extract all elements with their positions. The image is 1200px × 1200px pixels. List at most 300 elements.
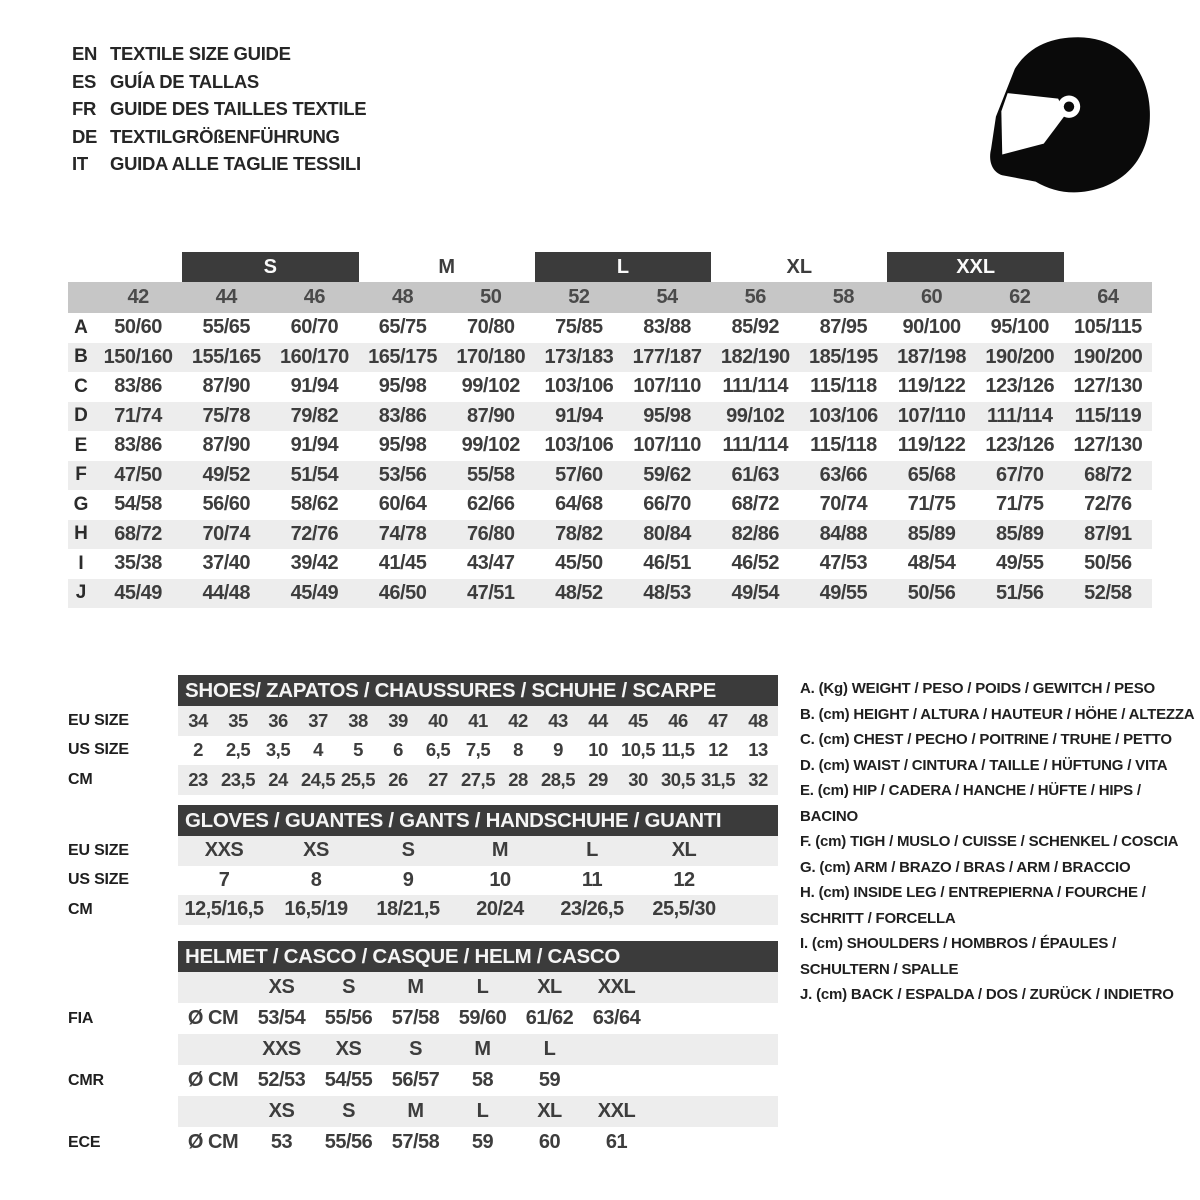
size-cell: 6 — [393, 739, 403, 761]
helmet-size-cell: 57/58 — [391, 1007, 440, 1029]
row-letter: I — [78, 552, 84, 574]
size-cell: 8 — [513, 739, 523, 761]
helmet-size-header: XXL — [597, 976, 636, 998]
measurement-cell: 87/90 — [202, 434, 251, 457]
measurement-cell: 170/180 — [456, 345, 526, 368]
language-row-de — [72, 123, 366, 151]
size-cell: 23 — [188, 768, 208, 790]
helmet-size-cell: 56/57 — [391, 1069, 440, 1091]
language-row-es — [72, 68, 366, 96]
size-cell: 44 — [588, 709, 608, 731]
size-cell: 26 — [388, 768, 408, 790]
legend-item-b: B. (cm) HEIGHT / ALTURA / HAUTEUR / HÖHE / ALTEZZA — [800, 705, 1195, 723]
measurement-cell: 99/102 — [461, 375, 520, 398]
row-letter: B — [74, 346, 88, 368]
helmet-size-header: L — [476, 976, 489, 998]
row-label — [68, 1096, 178, 1127]
row-values — [178, 1034, 778, 1065]
helmet-size-cell — [583, 1065, 650, 1096]
measurement-cell: 51/54 — [290, 463, 339, 486]
size-cell: 43 — [548, 709, 568, 731]
measurement-cell: 83/86 — [114, 434, 162, 457]
size-column-header: 48 — [391, 286, 414, 308]
helmet-values-row-cmr — [68, 1065, 778, 1096]
size-cell: 3,5 — [265, 739, 291, 761]
measurement-cell: 87/90 — [202, 375, 251, 398]
size-cell: XL — [671, 839, 697, 862]
size-cell: 48 — [748, 709, 768, 731]
measurement-cell: 95/98 — [378, 434, 427, 457]
helmet-size-cell: 52/53 — [257, 1069, 306, 1091]
size-cell: XXS — [204, 839, 244, 862]
measurement-cell: 173/183 — [544, 345, 614, 368]
measurement-cell: 49/55 — [995, 552, 1044, 575]
measurement-cell: 107/110 — [633, 375, 701, 398]
helmet-sizes-row-ece — [68, 1096, 778, 1127]
size-cell: 27,5 — [460, 768, 495, 790]
shoes-table-row-0 — [68, 706, 778, 736]
measurement-cell: 63/66 — [819, 463, 868, 486]
helmet-values-row-fia — [68, 1003, 778, 1034]
helmet-sizes-row-fia — [68, 972, 778, 1003]
measurement-cell: 48/53 — [643, 581, 691, 604]
size-cell: 38 — [348, 709, 368, 731]
row-values — [178, 836, 778, 866]
measurement-cell: 115/119 — [1074, 404, 1142, 427]
measurement-cell: 160/170 — [280, 345, 349, 368]
measurement-cell: 75/85 — [555, 316, 603, 339]
size-cell: 10 — [489, 868, 511, 891]
size-cell: 12 — [673, 868, 695, 891]
measurement-row-b — [68, 343, 1152, 373]
measurement-cell: 95/98 — [643, 404, 691, 427]
size-cell: 45 — [628, 709, 648, 731]
measurement-cell: 61/63 — [731, 463, 780, 486]
diameter-label: Ø CM — [187, 1007, 239, 1029]
row-letter: F — [75, 464, 87, 486]
gloves-size-table — [68, 805, 778, 925]
size-cell: L — [586, 839, 598, 862]
gloves-table-title: GLOVES / GUANTES / GANTS / HANDSCHUHE / GUANTI — [178, 805, 778, 836]
helmet-size-cell: 61/62 — [525, 1007, 574, 1029]
helmet-size-header: M — [474, 1038, 491, 1060]
measurement-cell: 190/200 — [1073, 345, 1143, 368]
measurement-cell: 50/56 — [1084, 552, 1132, 575]
measurement-cell: 56/60 — [202, 493, 251, 516]
size-cell: 2,5 — [225, 739, 251, 761]
measurement-cell: 47/50 — [114, 463, 162, 486]
size-cell: 9 — [553, 739, 563, 761]
measurement-cell: 87/91 — [1084, 522, 1132, 545]
size-column-header: 42 — [127, 286, 149, 308]
gloves-table-row-0 — [68, 836, 778, 866]
helmet-size-header: XS — [268, 1100, 295, 1122]
measurement-cell: 68/72 — [1084, 463, 1132, 486]
helmet-size-cell: 59 — [538, 1069, 561, 1091]
helmet-size-cell: 55/56 — [324, 1007, 373, 1029]
measurement-cell: 74/78 — [378, 522, 427, 545]
measurement-cell: 55/65 — [202, 316, 251, 339]
measurement-cell: 35/38 — [114, 552, 162, 575]
measurement-cell: 119/122 — [897, 434, 966, 457]
measurement-row-f — [68, 461, 1152, 491]
measurement-cell: 48/54 — [907, 552, 956, 575]
measurement-cell: 55/58 — [466, 463, 515, 486]
row-label: EU SIZE — [68, 841, 129, 859]
measurement-cell: 87/90 — [466, 404, 515, 427]
measurement-cell: 68/72 — [114, 522, 162, 545]
measurement-cell: 65/75 — [378, 316, 427, 339]
size-cell: 32 — [748, 768, 768, 790]
measurement-cell: 67/70 — [995, 463, 1044, 486]
guide-title: TEXTILGRÖßENFÜHRUNG — [110, 125, 340, 147]
helmet-size-header: L — [476, 1100, 489, 1122]
measurement-cell: 111/114 — [722, 434, 788, 457]
measurement-cell: 59/62 — [643, 463, 691, 486]
measurement-cell: 45/49 — [114, 581, 162, 604]
standard-label: FIA — [68, 1009, 94, 1027]
helmet-size-header: M — [407, 976, 424, 998]
size-cell: M — [491, 839, 509, 862]
size-cell: 25,5/30 — [652, 898, 716, 921]
size-column-header: 58 — [832, 286, 855, 308]
helmet-size-cell: 63/64 — [592, 1007, 641, 1029]
legend-item-f: F. (cm) TIGH / MUSLO / CUISSE / SCHENKEL / COSCIA — [800, 833, 1179, 850]
measurement-cell: 107/110 — [897, 404, 966, 427]
legend-item-c: C. (cm) CHEST / PECHO / POITRINE / TRUHE / PETTO — [800, 731, 1172, 748]
measurement-cell: 39/42 — [290, 552, 339, 575]
row-values — [178, 972, 778, 1003]
measurement-cell: 107/110 — [633, 434, 701, 457]
language-code: IT — [72, 153, 88, 174]
row-label: EU SIZE — [68, 711, 129, 729]
measurement-cell: 83/86 — [114, 375, 162, 398]
size-cell: 28 — [508, 768, 528, 790]
guide-title: GUÍA DE TALLAS — [110, 70, 259, 92]
helmet-icon — [978, 30, 1160, 201]
measurement-legend — [800, 676, 1198, 1008]
size-cell: 12,5/16,5 — [184, 898, 264, 921]
guide-title: GUIDA ALLE TAGLIE TESSILI — [110, 153, 361, 174]
measurement-cell: 57/60 — [555, 463, 603, 486]
helmet-size-header: XXS — [262, 1038, 301, 1060]
measurement-cell: 71/75 — [995, 493, 1044, 516]
measurement-cell: 80/84 — [643, 522, 691, 545]
size-cell: 35 — [228, 709, 248, 731]
measurement-cell: 49/52 — [202, 463, 251, 486]
measurement-cell: 190/200 — [985, 345, 1055, 368]
row-values — [178, 1065, 778, 1096]
helmet-size-header: XL — [537, 976, 562, 998]
language-row-en — [72, 40, 366, 68]
measurement-cell: 50/60 — [114, 316, 162, 339]
size-cell: 12 — [708, 739, 728, 761]
measurement-cell: 91/94 — [290, 434, 339, 457]
helmet-size-cell: 59/60 — [458, 1007, 507, 1029]
size-cell: 42 — [508, 709, 528, 731]
empty-cell — [178, 1034, 248, 1065]
size-cell: 7,5 — [465, 739, 491, 761]
measurement-cell: 105/115 — [1074, 316, 1142, 339]
row-label: US SIZE — [68, 871, 129, 889]
measurement-cell: 119/122 — [897, 375, 966, 398]
measurement-row-d — [68, 402, 1152, 432]
size-cell: 11 — [581, 868, 603, 891]
size-group-xl: XL — [786, 255, 813, 278]
measurement-cell: 85/89 — [907, 522, 956, 545]
measurement-cell: 83/86 — [378, 404, 427, 427]
language-code: DE — [72, 125, 98, 147]
size-cell: 27 — [428, 768, 448, 790]
helmet-size-cell: 57/58 — [391, 1131, 440, 1153]
measurement-cell: 87/95 — [819, 316, 868, 339]
size-cell: 30,5 — [660, 768, 695, 790]
size-cell: S — [401, 839, 415, 862]
measurement-cell: 41/45 — [378, 552, 427, 575]
row-label — [68, 972, 178, 1003]
shoes-table-rows — [68, 706, 778, 795]
size-column-header: 44 — [215, 286, 237, 308]
size-cell: 6,5 — [425, 739, 451, 761]
language-title-list — [72, 40, 366, 178]
size-column-header: 62 — [1009, 286, 1031, 308]
size-column-header: 46 — [303, 286, 326, 308]
measurement-row-i — [68, 549, 1152, 579]
size-cell: 20/24 — [476, 898, 524, 921]
shoes-table-row-1 — [68, 736, 778, 766]
measurement-cell: 182/190 — [720, 345, 790, 368]
measurement-cell: 95/100 — [990, 316, 1049, 339]
row-label: CM — [68, 770, 93, 788]
measurement-cell: 68/72 — [731, 493, 780, 516]
measurement-cell: 127/130 — [1073, 375, 1143, 398]
gloves-table-rows — [68, 836, 778, 925]
measurement-cell: 123/126 — [985, 434, 1055, 457]
standard-label: CMR — [68, 1071, 104, 1089]
helmet-size-cell: 55/56 — [324, 1131, 373, 1153]
size-cell: 18/21,5 — [376, 898, 440, 921]
row-label: US SIZE — [68, 741, 129, 759]
size-cell: 8 — [310, 868, 322, 891]
size-column-header: 56 — [744, 286, 766, 308]
size-group-xxl: XXL — [887, 252, 1063, 282]
measurement-cell: 90/100 — [902, 316, 961, 339]
row-values — [178, 895, 778, 925]
size-cell: 34 — [188, 709, 208, 731]
helmet-size-cell: 58 — [471, 1069, 494, 1091]
helmet-size-cell: 54/55 — [324, 1069, 373, 1091]
helmet-size-header: L — [543, 1038, 556, 1060]
standard-label: ECE — [68, 1133, 101, 1151]
measurement-cell: 54/58 — [114, 493, 162, 516]
measurement-cell: 82/86 — [731, 522, 780, 545]
measurement-cell: 99/102 — [726, 404, 785, 427]
measurement-cell: 52/58 — [1084, 581, 1132, 604]
measurement-cell: 50/56 — [907, 581, 956, 604]
size-group-header-row — [68, 252, 1152, 282]
measurement-cell: 91/94 — [290, 375, 339, 398]
measurement-cell: 127/130 — [1073, 434, 1143, 457]
gloves-table-row-2 — [68, 895, 778, 925]
measurement-cell: 103/106 — [544, 434, 614, 457]
size-cell: XS — [303, 839, 329, 862]
size-cell: 9 — [402, 868, 414, 891]
measurement-cell: 46/52 — [731, 552, 780, 575]
size-column-header: 50 — [480, 286, 502, 308]
size-cell: 46 — [668, 709, 688, 731]
row-letter: D — [74, 405, 88, 427]
legend-item-h: H. (cm) INSIDE LEG / ENTREPIERNA / FOURCHE / SCHRITT / FORCELLA — [800, 884, 1146, 927]
size-cell: 41 — [468, 709, 488, 731]
measurement-cell: 46/50 — [378, 581, 427, 604]
helmet-size-header: XS — [335, 1038, 362, 1060]
measurement-cell: 72/76 — [1084, 493, 1132, 516]
measurement-cell: 60/70 — [290, 316, 339, 339]
legend-item-j: J. (cm) BACK / ESPALDA / DOS / ZURÜCK / INDIETRO — [800, 986, 1174, 1003]
measurement-row-e — [68, 431, 1152, 461]
measurement-row-j — [68, 579, 1152, 609]
helmet-size-header — [583, 1034, 650, 1065]
legend-item-d: D. (cm) WAIST / CINTURA / TAILLE / HÜFTUNG / VITA — [800, 756, 1168, 774]
row-values — [178, 765, 778, 795]
size-cell: 23/26,5 — [560, 898, 624, 921]
row-values — [178, 1127, 778, 1158]
measurement-row-a — [68, 313, 1152, 343]
helmet-size-header: XXL — [597, 1100, 636, 1122]
size-group-s: S — [182, 252, 358, 282]
helmet-size-header: XL — [537, 1100, 562, 1122]
size-cell: 10 — [588, 739, 608, 761]
helmet-size-header: S — [409, 1038, 422, 1060]
empty-cell — [178, 972, 248, 1003]
measurement-cell: 47/51 — [466, 581, 515, 604]
row-values — [178, 866, 778, 896]
measurement-cell: 103/106 — [544, 375, 614, 398]
helmet-size-cell: 61 — [605, 1131, 628, 1153]
measurement-cell: 64/68 — [555, 493, 603, 516]
size-cell: 7 — [218, 868, 230, 891]
helmet-size-header: S — [342, 976, 355, 998]
measurement-cell: 49/55 — [819, 581, 868, 604]
guide-title: TEXTILE SIZE GUIDE — [110, 43, 291, 64]
measurement-cell: 177/187 — [632, 345, 702, 368]
measurement-cell: 83/88 — [643, 316, 691, 339]
size-cell: 25,5 — [340, 768, 375, 790]
measurement-row-c — [68, 372, 1152, 402]
size-cell: 2 — [193, 739, 203, 761]
measurement-cell: 53/56 — [378, 463, 427, 486]
measurement-cell: 70/74 — [202, 522, 251, 545]
measurement-cell: 47/53 — [819, 552, 868, 575]
measurement-cell: 72/76 — [290, 522, 339, 545]
helmet-size-cell: 59 — [471, 1131, 494, 1153]
size-group-l: L — [535, 252, 711, 282]
measurement-rows — [68, 313, 1152, 608]
measurement-cell: 185/195 — [809, 345, 878, 368]
legend-item-i: I. (cm) SHOULDERS / HOMBROS / ÉPAULES / SCHULTERN / SPALLE — [800, 935, 1117, 978]
measurement-cell: 49/54 — [731, 581, 780, 604]
measurement-cell: 103/106 — [809, 404, 878, 427]
textile-size-table — [68, 252, 1152, 608]
language-code: FR — [72, 98, 97, 119]
row-values — [178, 1003, 778, 1034]
size-cell: 40 — [428, 709, 448, 731]
legend-item-a: A. (Kg) WEIGHT / PESO / POIDS / GEWITCH / PESO — [800, 680, 1155, 697]
helmet-size-cell: 60 — [538, 1131, 561, 1153]
size-cell: 30 — [628, 768, 648, 790]
helmet-size-header: M — [407, 1100, 424, 1122]
measurement-cell: 58/62 — [290, 493, 339, 516]
measurement-cell: 85/92 — [731, 316, 780, 339]
measurement-cell: 75/78 — [202, 404, 251, 427]
measurement-cell: 123/126 — [985, 375, 1055, 398]
size-cell: 4 — [313, 739, 323, 761]
measurement-cell: 70/80 — [466, 316, 515, 339]
measurement-row-h — [68, 520, 1152, 550]
size-cell: 24,5 — [300, 768, 335, 790]
helmet-table-title: HELMET / CASCO / CASQUE / HELM / CASCO — [178, 941, 778, 972]
size-cell: 23,5 — [220, 768, 255, 790]
measurement-cell: 187/198 — [897, 345, 966, 368]
numeric-size-header-row — [68, 282, 1152, 313]
language-row-fr — [72, 95, 366, 123]
row-letter: A — [74, 316, 88, 338]
size-column-header: 54 — [656, 286, 678, 308]
measurement-cell: 37/40 — [202, 552, 251, 575]
size-cell: 28,5 — [540, 768, 575, 790]
measurement-cell: 84/88 — [819, 522, 868, 545]
legend-item-e: E. (cm) HIP / CADERA / HANCHE / HÜFTE / HIPS / BACINO — [800, 782, 1141, 825]
measurement-cell: 155/165 — [191, 345, 261, 368]
measurement-cell: 165/175 — [368, 345, 437, 368]
row-values — [178, 1096, 778, 1127]
measurement-cell: 66/70 — [643, 493, 691, 516]
empty-cell — [178, 1096, 248, 1127]
helmet-size-table — [68, 941, 778, 1158]
gloves-table-row-1 — [68, 866, 778, 896]
measurement-cell: 115/118 — [810, 375, 877, 398]
shoes-table-row-2 — [68, 765, 778, 795]
language-row-it — [72, 150, 366, 178]
measurement-cell: 46/51 — [643, 552, 691, 575]
diameter-label: Ø CM — [187, 1131, 239, 1153]
language-code: ES — [72, 70, 97, 92]
language-code: EN — [72, 43, 98, 64]
size-cell: 47 — [708, 709, 728, 731]
size-column-header: 64 — [1097, 286, 1119, 308]
size-cell: 39 — [388, 709, 408, 731]
measurement-cell: 76/80 — [466, 522, 515, 545]
row-label: CM — [68, 900, 93, 918]
size-group-m: M — [438, 255, 455, 278]
measurement-row-g — [68, 490, 1152, 520]
size-cell: 36 — [268, 709, 288, 731]
legend-item-g: G. (cm) ARM / BRAZO / BRAS / ARM / BRACCIO — [800, 858, 1131, 876]
helmet-size-header: XS — [268, 976, 295, 998]
helmet-sizes-row-cmr — [68, 1034, 778, 1065]
measurement-cell: 85/89 — [995, 522, 1044, 545]
measurement-cell: 65/68 — [907, 463, 956, 486]
size-cell: 13 — [748, 739, 768, 761]
measurement-cell: 60/64 — [378, 493, 427, 516]
size-cell: 5 — [353, 739, 363, 761]
size-column-header: 52 — [568, 286, 590, 308]
helmet-table-rows — [68, 972, 778, 1158]
size-cell: 31,5 — [700, 768, 735, 790]
row-letter: G — [73, 493, 89, 515]
row-letter: C — [74, 375, 88, 397]
size-cell: 10,5 — [620, 739, 655, 761]
